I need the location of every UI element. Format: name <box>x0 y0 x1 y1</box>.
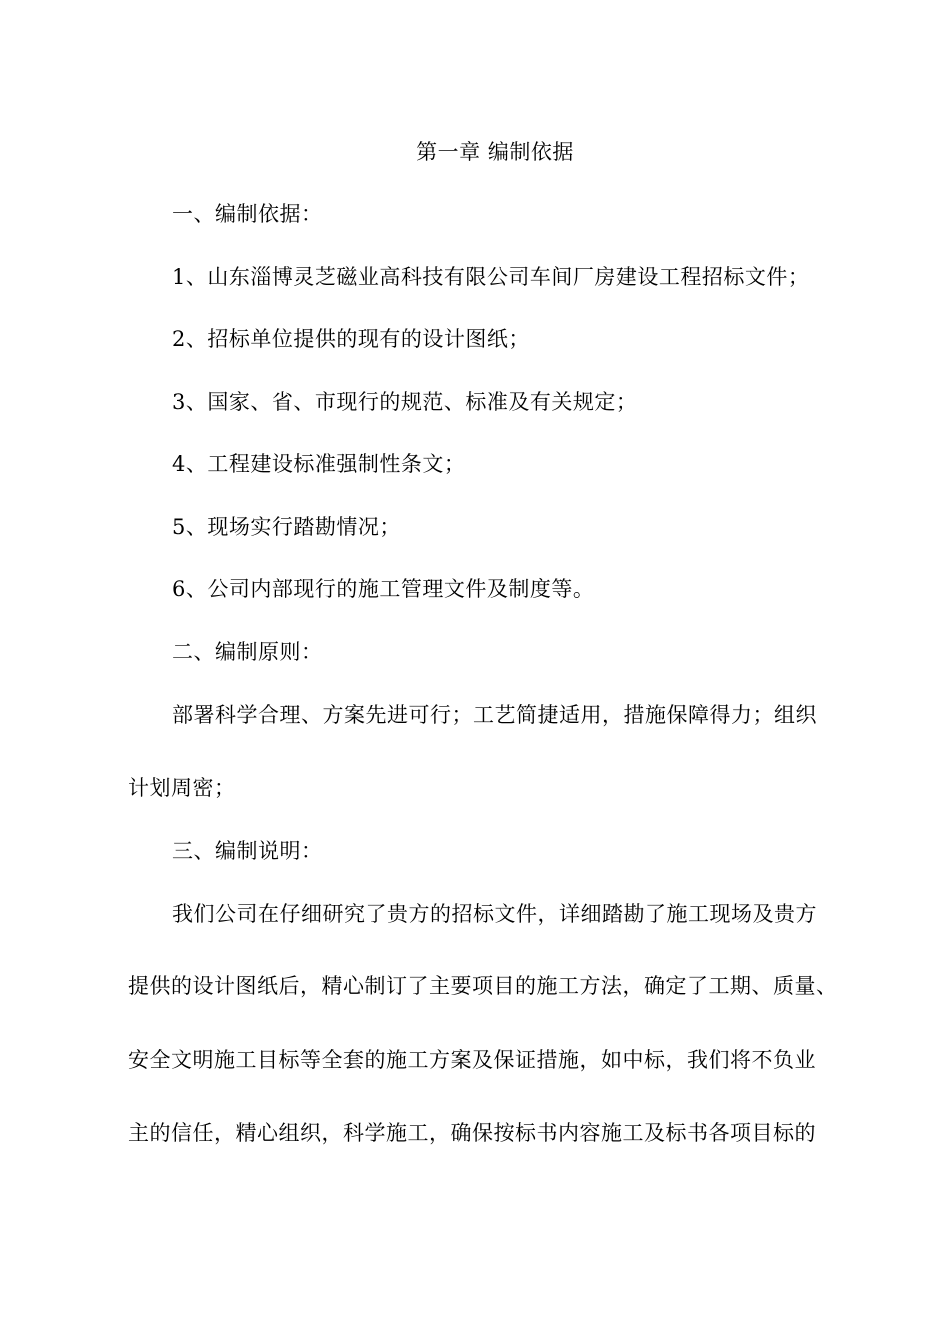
section-heading-basis: 一、编制依据： <box>172 202 323 226</box>
list-item: 1、山东淄博灵芝磁业高科技有限公司车间厂房建设工程招标文件； <box>172 265 810 289</box>
section-heading-principles: 二、编制原则： <box>172 640 323 664</box>
paragraph-line: 主的信任，精心组织，科学施工，确保按标书内容施工及标书各项目标的 <box>128 1121 816 1145</box>
list-item: 6、公司内部现行的施工管理文件及制度等。 <box>172 577 595 601</box>
list-item: 5、现场实行踏勘情况； <box>172 515 401 539</box>
paragraph-line: 部署科学合理、方案先进可行；工艺简捷适用，措施保障得力；组织 <box>172 703 817 727</box>
paragraph-line: 安全文明施工目标等全套的施工方案及保证措施，如中标，我们将不负业 <box>128 1048 816 1072</box>
paragraph-line: 提供的设计图纸后，精心制订了主要项目的施工方法，确定了工期、质量、 <box>128 974 838 998</box>
chapter-title: 第一章 编制依据 <box>416 140 574 164</box>
paragraph-line: 我们公司在仔细研究了贵方的招标文件，详细踏勘了施工现场及贵方 <box>172 902 817 926</box>
paragraph-line: 计划周密； <box>128 776 236 800</box>
list-item: 2、招标单位提供的现有的设计图纸； <box>172 327 530 351</box>
section-heading-notes: 三、编制说明： <box>172 839 323 863</box>
list-item: 4、工程建设标准强制性条文； <box>172 452 466 476</box>
list-item: 3、国家、省、市现行的规范、标准及有关规定； <box>172 390 638 414</box>
